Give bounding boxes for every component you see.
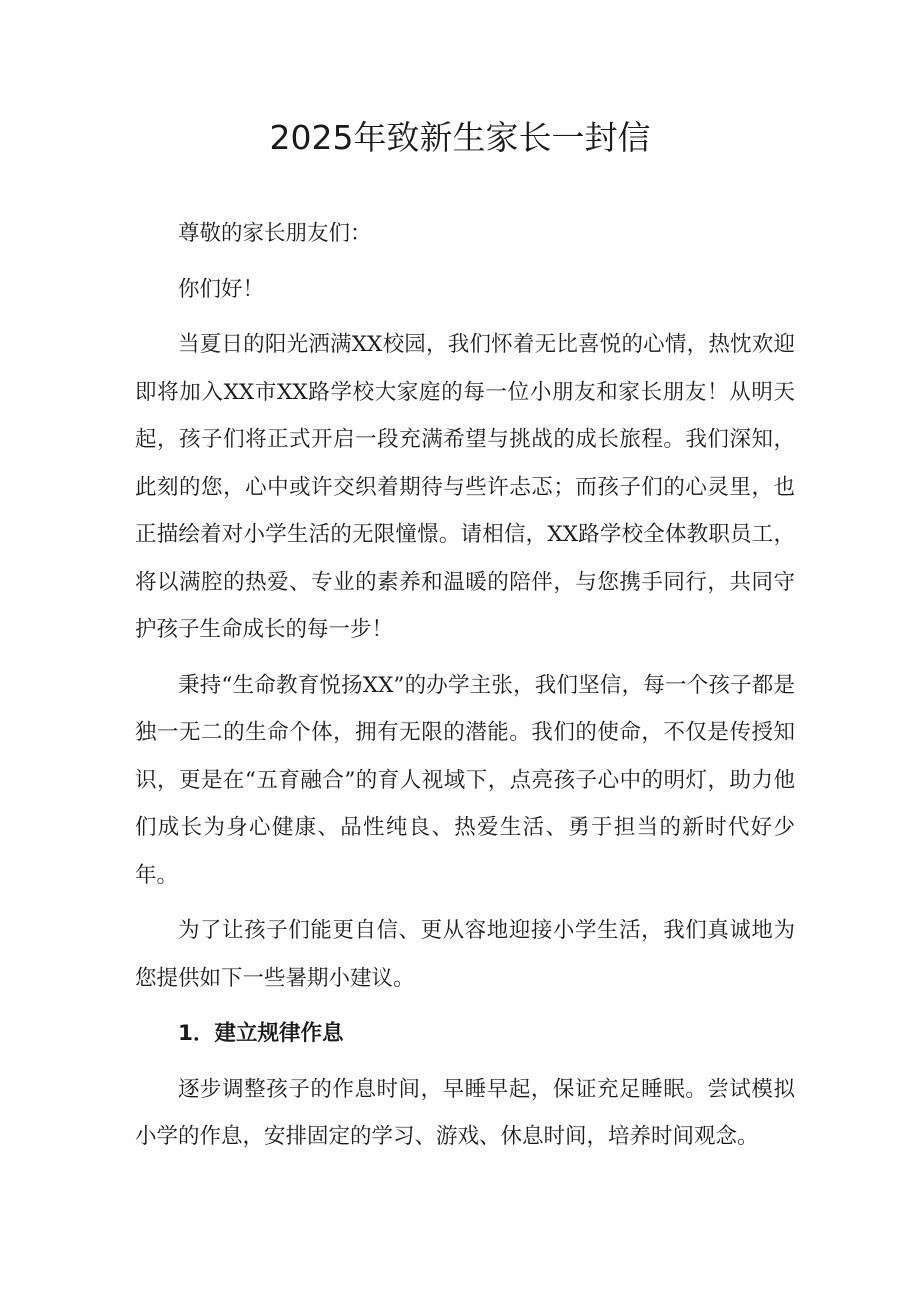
paragraph-welcome: 当夏日的阳光洒满XX校园，我们怀着无比喜悦的心情，热忱欢迎即将加入XX市XX路学校大家庭的每一位小朋友和家长朋友！从明天起，孩子们将正式开启一段充满希望与挑战的成长旅程。我们深知，此刻的您，心中或许交织着期待与些许忐忑；而孩子们的心灵里，也正描绘着对小学生活的无限憧憬。请相信，XX路学校全体教职员工，将以满腔的热爱、专业的素养和温暖的陪伴，与您携手同行，共同守护孩子生命成长的每一步！ [135, 332, 795, 642]
section-paragraph: 逐步调整孩子的作息时间，早睡早起，保证充足睡眠。尝试模拟小学的作息，安排固定的学习、游戏、休息时间，培养时间观念。 [135, 1076, 795, 1149]
paragraph-suggestions-intro: 为了让孩子们能更自信、更从容地迎接小学生活，我们真诚地为您提供如下一些暑期小建议。 [135, 918, 795, 991]
greeting: 你们好！ [178, 276, 265, 302]
document-title: 2025年致新生家长一封信 [269, 118, 651, 157]
letter-body [135, 210, 795, 1169]
paragraph-philosophy: 秉持“生命教育悦扬XX”的办学主张，我们坚信，每一个孩子都是独一无二的生命个体，拥有无限的潜能。我们的使命，不仅是传授知识，更是在“五育融合”的育人视域下，点亮孩子心中的明灯，助力他们成长为身心健康、品性纯良、热爱生活、勇于担当的新时代好少年。 [135, 672, 795, 888]
section-heading: 1．建立规律作息 [178, 1021, 344, 1046]
salutation: 尊敬的家长朋友们： [178, 221, 372, 246]
